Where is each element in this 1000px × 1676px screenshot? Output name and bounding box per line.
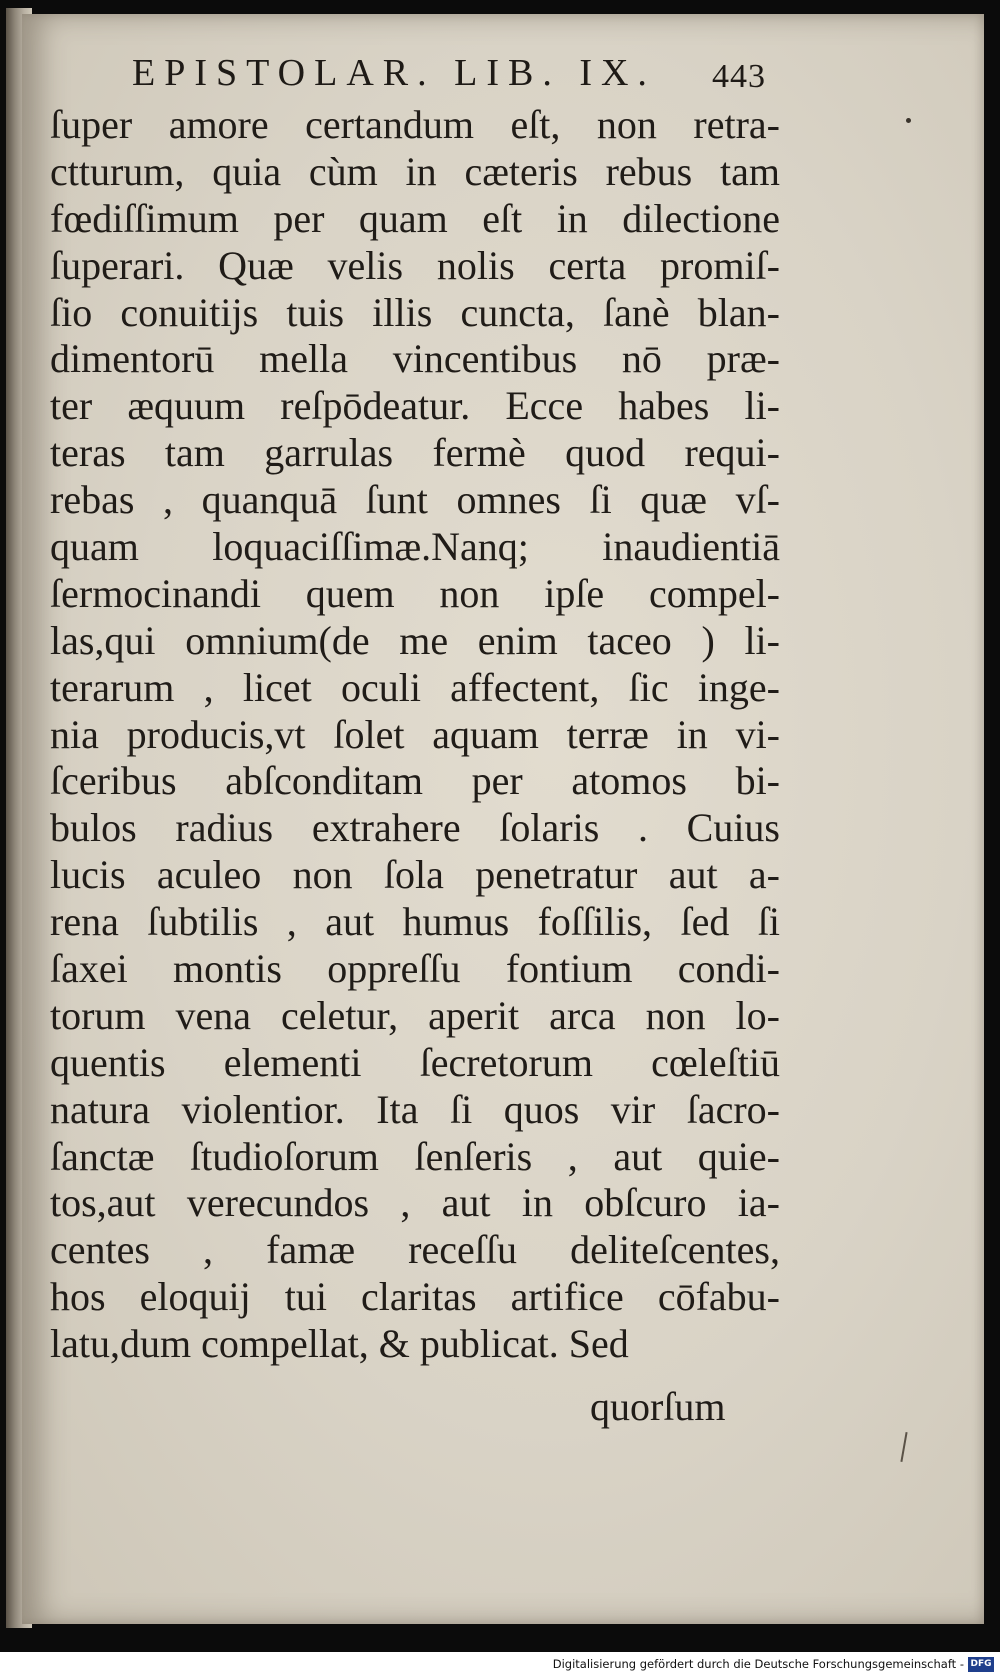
footer-credit-bar [0,1652,1000,1676]
text-line: nia producis,vt ſolet aquam terræ in vi- [50,711,780,757]
running-head-title: EPISTOLAR. LIB. IX. [132,52,656,94]
text-line: ctturum, quia cùm in cæteris rebus tam [50,148,780,194]
text-line: teras tam garrulas fermè quod requi- [50,430,780,476]
text-line: fœdiſſimum per quam eſt in dilectione [50,195,780,241]
text-line: ſio conuitijs tuis illis cuncta, ſanè blan- [50,289,780,335]
text-line: lucis aculeo non ſola penetratur aut a- [50,852,780,898]
text-line: ſceribus abſconditam per atomos bi- [50,758,780,804]
page-number: 443 [712,58,766,95]
text-line: dimentorū mella vincentibus nō præ- [50,336,780,382]
text-line: hos eloquij tui claritas artifice cōfabu- [50,1274,780,1320]
text-line: tos,aut verecundos , aut in obſcuro ia- [50,1180,780,1226]
text-line: centes , famæ receſſu deliteſcentes, [50,1227,780,1273]
text-line: ſuperari. Quæ velis nolis certa promiſ- [50,242,780,288]
text-line: las,qui omnium(de me enim taceo ) li- [50,617,780,663]
text-line: ter æquum reſpōdeatur. Ecce habes li- [50,383,780,429]
text-line: natura violentior. Ita ſi quos vir ſacro- [50,1086,780,1132]
text-line: latu,dum compellat, & publicat. Sed [50,1321,629,1367]
text-line: bulos radius extrahere ſolaris . Cuius [50,805,780,851]
text-line: ſaxei montis oppreſſu fontium condi- [50,946,780,992]
footer-credit-text: Digitalisierung gefördert durch die Deutsche Forschungsgemeinschaft - [552,1657,964,1671]
dfg-logo-icon: DFG [968,1657,994,1672]
text-line: ſermocinandi quem non ipſe compel- [50,570,780,616]
text-line: quentis elementi ſecretorum cœleſtiū [50,1039,780,1085]
catchword: quorſum [590,1384,726,1429]
running-head [0,48,1000,98]
margin-dot [906,118,911,123]
text-line: torum vena celetur, aperit arca non lo- [50,992,780,1038]
text-line: quam loquaciſſimæ.Nanq; inaudientiā [50,524,780,570]
text-line: rebas , quanquā ſunt omnes ſi quæ vſ- [50,477,780,523]
text-line: ſuper amore certandum eſt, non retra- [50,102,780,147]
text-line: terarum , licet oculi affectent, ſic inge- [50,664,780,710]
text-line: rena ſubtilis , aut humus foſſilis, ſed ſi [50,899,780,945]
body-text [50,102,780,1368]
text-line: ſanctæ ſtudioſorum ſenſeris , aut quie- [50,1133,780,1179]
